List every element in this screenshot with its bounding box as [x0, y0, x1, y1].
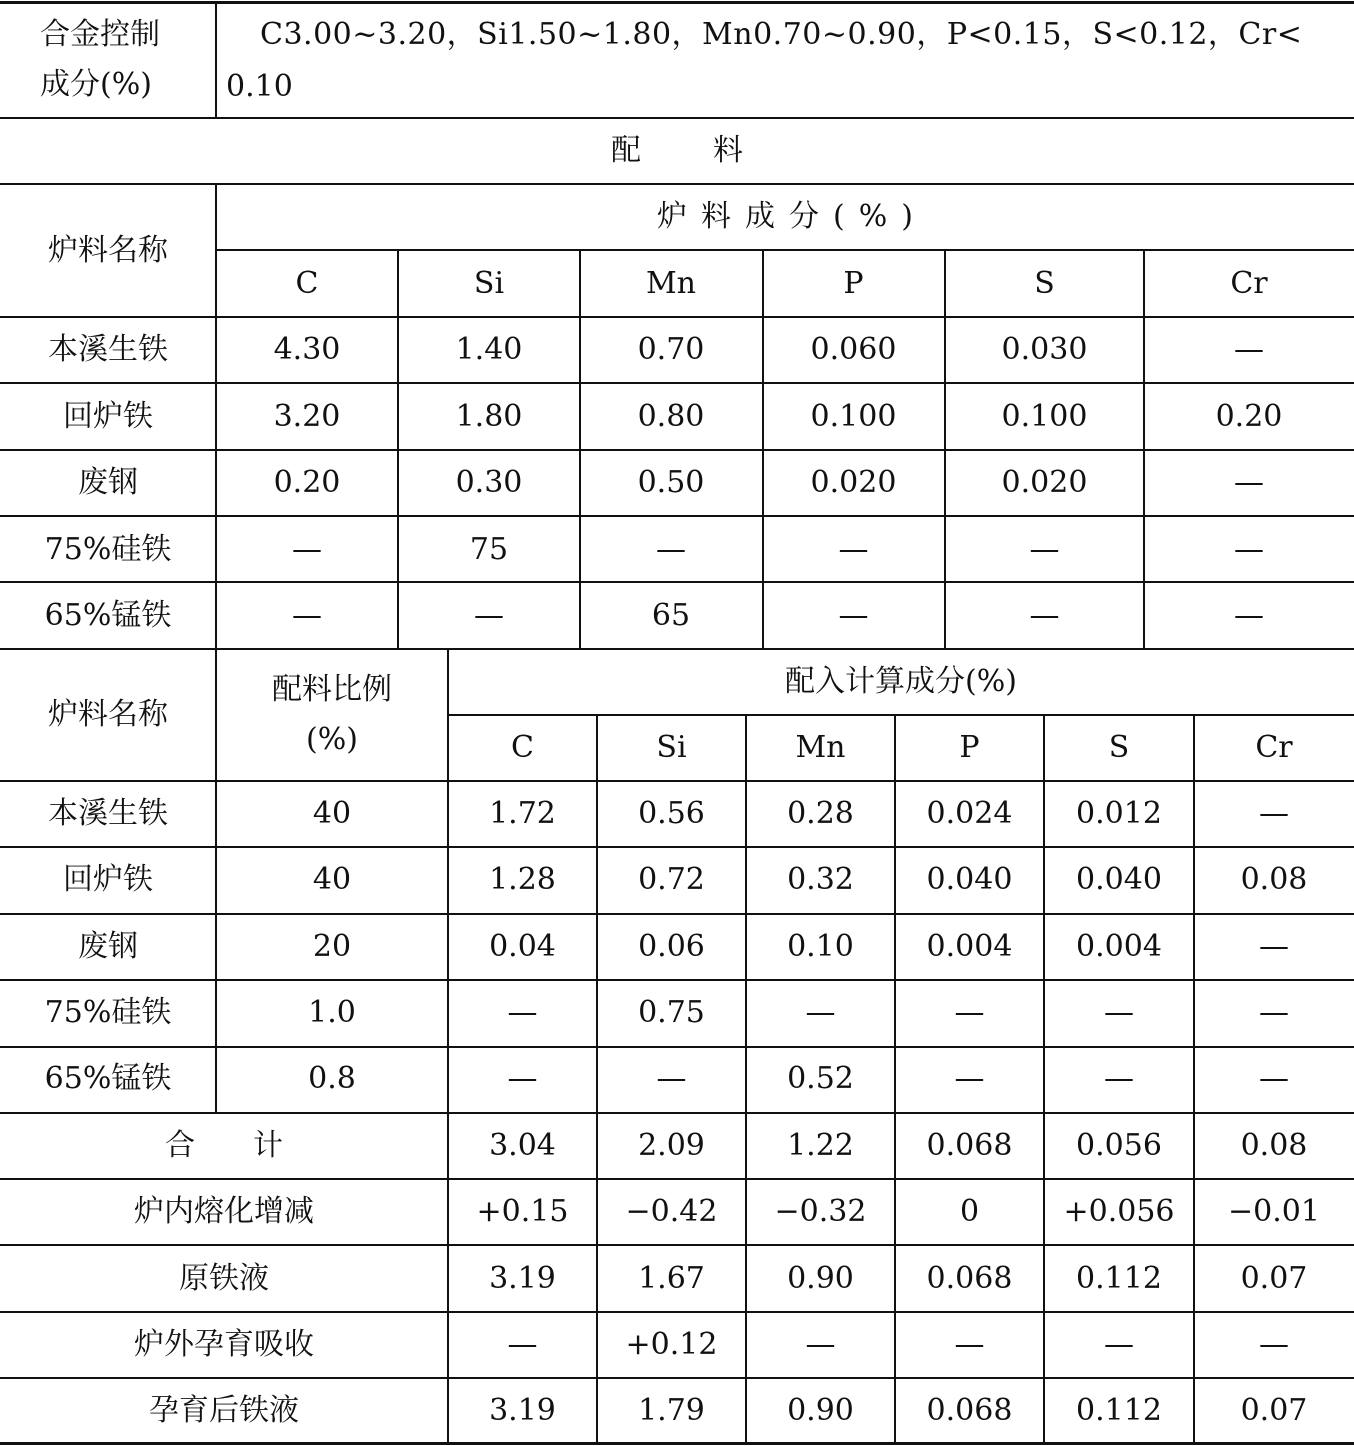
calc-cell: — — [954, 1061, 985, 1097]
charge-cell: 0.020 — [1001, 465, 1088, 501]
summary-row-label: 原铁液 — [179, 1260, 269, 1296]
alloy-label-line1: 合金控制 — [40, 17, 160, 52]
rule-vertical — [215, 183, 217, 648]
calc-row-ratio: 0.8 — [308, 1061, 356, 1097]
rule-vertical — [1193, 714, 1195, 1443]
charge-cell: 75 — [469, 531, 509, 567]
rule-vertical — [397, 249, 399, 648]
summary-cell: 1.22 — [787, 1128, 854, 1163]
rule-horizontal — [0, 1442, 1354, 1445]
charge-cell: 0.50 — [637, 465, 705, 501]
summary-row-name — [0, 1179, 448, 1245]
charge-cell: — — [474, 598, 504, 634]
rule-vertical — [579, 249, 581, 648]
charge-cell: 65 — [651, 598, 691, 634]
charge-cell: 0.100 — [1001, 398, 1088, 434]
calc-row-ratio: 1.0 — [308, 994, 356, 1030]
calc-cell: — — [1104, 994, 1134, 1030]
charge-cell: — — [1234, 332, 1264, 368]
summary-row-label: 合计 — [165, 1128, 341, 1163]
calc-cell: 0.10 — [787, 928, 854, 964]
calc-element-header: C — [511, 730, 534, 765]
calc-element-header: S — [1108, 730, 1130, 765]
charge-cell: 0.020 — [810, 465, 897, 501]
section-title: 配料 — [611, 133, 815, 168]
calc-cell: 0.72 — [638, 862, 705, 898]
charge-cell: — — [292, 598, 322, 634]
calc-cell: 0.32 — [787, 862, 854, 898]
calc-cell: 0.52 — [787, 1061, 854, 1097]
rule-horizontal — [448, 714, 1354, 716]
rule-horizontal — [0, 183, 1354, 185]
calc-cell: — — [1259, 1061, 1289, 1097]
alloy-label-line2: 成分(%) — [40, 67, 152, 102]
calc-element-header: P — [959, 730, 980, 765]
summary-cell: — — [507, 1326, 538, 1362]
calc-cell: 1.72 — [489, 796, 556, 831]
summary-cell: 2.09 — [638, 1128, 705, 1163]
rule-horizontal — [0, 1178, 1354, 1180]
rule-horizontal — [216, 249, 1354, 251]
alloy-spec-line2: 0.10 — [226, 69, 293, 104]
summary-cell: +0.12 — [625, 1326, 718, 1362]
rule-horizontal — [0, 1112, 1354, 1114]
calc-cell: — — [1104, 1061, 1134, 1097]
calc-row-name: 本溪生铁 — [48, 796, 168, 831]
calc-name-header: 炉料名称 — [48, 697, 168, 732]
charge-row-name: 废钢 — [78, 465, 138, 501]
charge-cell: 0.100 — [810, 398, 897, 434]
summary-row-label: 孕育后铁液 — [149, 1393, 299, 1429]
calc-row-ratio: 20 — [312, 928, 352, 964]
summary-cell: 3.19 — [489, 1393, 556, 1429]
charge-element-header: C — [295, 265, 319, 301]
calc-element-header: Mn — [795, 730, 846, 765]
summary-row-name — [0, 1312, 448, 1378]
rule-vertical — [596, 714, 598, 1443]
summary-cell: 0.068 — [926, 1128, 1013, 1163]
rule-horizontal — [0, 515, 1354, 517]
charge-group-header: 炉料成分(%) — [657, 199, 927, 234]
summary-cell: 0.068 — [926, 1393, 1013, 1429]
calc-ratio-line1: 配料比例 — [272, 672, 392, 707]
rule-vertical — [944, 249, 946, 648]
charge-element-header: P — [843, 265, 864, 301]
summary-cell: 1.79 — [638, 1393, 705, 1429]
rule-horizontal — [0, 449, 1354, 451]
rule-vertical — [762, 249, 764, 648]
charge-cell: 1.40 — [455, 332, 523, 368]
calc-cell: — — [954, 994, 985, 1030]
calc-cell: 0.04 — [489, 928, 556, 964]
summary-row-name — [0, 1113, 448, 1179]
calc-cell: 0.56 — [638, 796, 705, 831]
summary-cell: +0.056 — [1063, 1194, 1175, 1230]
rule-horizontal — [0, 648, 1354, 650]
summary-cell: — — [1104, 1326, 1134, 1362]
calc-cell: — — [1259, 994, 1289, 1030]
rule-horizontal — [0, 1377, 1354, 1379]
charge-cell: — — [838, 531, 869, 567]
summary-cell: 0.068 — [926, 1260, 1013, 1296]
rule-vertical — [1143, 249, 1145, 648]
summary-cell: 0.90 — [787, 1260, 854, 1296]
calc-cell: 0.012 — [1076, 796, 1162, 831]
charge-cell: — — [1029, 598, 1060, 634]
charge-cell: 3.20 — [273, 398, 341, 434]
charge-cell: 0.060 — [810, 332, 897, 368]
alloy-control-label — [0, 2, 216, 118]
summary-cell: — — [954, 1326, 985, 1362]
charge-name-header: 炉料名称 — [48, 232, 168, 268]
rule-horizontal — [0, 316, 1354, 318]
summary-cell: −0.32 — [774, 1194, 867, 1230]
calc-row-ratio: 40 — [312, 862, 352, 898]
calc-cell: 1.28 — [489, 862, 556, 898]
charge-cell: 0.80 — [637, 398, 705, 434]
charge-cell: — — [1234, 531, 1264, 567]
summary-cell: 0.112 — [1076, 1393, 1162, 1429]
calc-cell: — — [1259, 928, 1289, 964]
calc-cell: 0.024 — [926, 796, 1013, 831]
calc-cell: 0.040 — [926, 862, 1013, 898]
rule-horizontal — [0, 1, 1354, 4]
charge-cell: 0.70 — [637, 332, 705, 368]
calc-row-name: 75%硅铁 — [44, 994, 172, 1030]
rule-horizontal — [0, 117, 1354, 119]
charge-element-header: S — [1034, 265, 1055, 301]
rule-vertical — [447, 648, 449, 1443]
calc-cell: 0.004 — [926, 928, 1013, 964]
calc-row-name: 65%锰铁 — [44, 1061, 172, 1097]
charge-row-name: 回炉铁 — [63, 398, 153, 434]
calc-cell: 0.08 — [1240, 862, 1308, 898]
calc-ratio-line2: (%) — [306, 722, 358, 757]
rule-vertical — [215, 2, 217, 117]
summary-cell: 0.90 — [787, 1393, 854, 1429]
summary-cell: 0.07 — [1240, 1393, 1308, 1429]
charge-cell: 0.20 — [1215, 398, 1283, 434]
rule-vertical — [215, 648, 217, 1112]
calc-cell: — — [1259, 796, 1289, 831]
charge-cell: 0.20 — [273, 465, 341, 501]
summary-cell: — — [1259, 1326, 1289, 1362]
summary-cell: 0.07 — [1240, 1260, 1308, 1296]
calc-cell: — — [656, 1061, 687, 1097]
calc-cell: 0.28 — [787, 796, 854, 831]
charge-element-header: Mn — [645, 265, 697, 301]
charge-cell: — — [292, 531, 322, 567]
rule-horizontal — [0, 780, 1354, 782]
charge-element-header: Cr — [1230, 265, 1268, 301]
rule-horizontal — [0, 382, 1354, 384]
rule-vertical — [745, 714, 747, 1443]
summary-row-label: 炉外孕育吸收 — [134, 1326, 314, 1362]
summary-row-name — [0, 1378, 448, 1444]
calc-cell: 0.75 — [638, 994, 705, 1030]
calc-row-name: 回炉铁 — [63, 862, 153, 898]
calc-cell: — — [507, 994, 538, 1030]
summary-row-name — [0, 1246, 448, 1312]
summary-cell: −0.01 — [1228, 1194, 1320, 1230]
charge-cell: — — [1234, 465, 1264, 501]
rule-horizontal — [0, 1311, 1354, 1313]
summary-cell: 0.08 — [1240, 1128, 1308, 1163]
charge-cell: — — [838, 598, 869, 634]
charge-row-name: 75%硅铁 — [44, 531, 172, 567]
summary-cell: −0.42 — [625, 1194, 718, 1230]
charge-cell: 4.30 — [273, 332, 341, 368]
charge-cell: 1.80 — [455, 398, 523, 434]
calc-ratio-header — [216, 649, 448, 781]
summary-cell: — — [805, 1326, 836, 1362]
summary-cell: 0.112 — [1076, 1260, 1162, 1296]
charge-element-header: Si — [473, 265, 505, 301]
calc-cell: — — [507, 1061, 538, 1097]
summary-cell: 0.056 — [1076, 1128, 1162, 1163]
rule-horizontal — [0, 1244, 1354, 1246]
charge-row-name: 本溪生铁 — [48, 332, 168, 368]
charge-cell: 0.30 — [455, 465, 523, 501]
summary-row-label: 炉内熔化增减 — [134, 1194, 314, 1230]
rule-horizontal — [0, 581, 1354, 583]
charge-row-name: 65%锰铁 — [44, 598, 172, 634]
summary-cell: 3.19 — [489, 1260, 556, 1296]
calc-element-header: Si — [656, 730, 687, 765]
summary-cell: 3.04 — [489, 1128, 556, 1163]
rule-horizontal — [0, 846, 1354, 848]
alloy-spec-line1: C3.00~3.20，Si1.50~1.80，Mn0.70~0.90，P<0.15，S<0.12，Cr< — [260, 17, 1303, 52]
summary-cell: 0 — [959, 1194, 980, 1230]
calc-cell: 0.004 — [1076, 928, 1162, 964]
calc-group-header: 配入计算成分(%) — [785, 664, 1017, 699]
rule-vertical — [894, 714, 896, 1443]
rule-horizontal — [0, 979, 1354, 981]
summary-cell: 1.67 — [638, 1260, 705, 1296]
rule-horizontal — [0, 913, 1354, 915]
charge-cell: — — [1029, 531, 1060, 567]
rule-horizontal — [0, 1046, 1354, 1048]
charge-cell: — — [656, 531, 686, 567]
calc-cell: 0.040 — [1076, 862, 1162, 898]
calc-cell: 0.06 — [638, 928, 705, 964]
calc-cell: — — [805, 994, 836, 1030]
calc-row-ratio: 40 — [312, 796, 352, 831]
calc-row-name: 废钢 — [78, 928, 138, 964]
summary-cell: +0.15 — [476, 1194, 569, 1230]
rule-vertical — [1043, 714, 1045, 1443]
charge-cell: 0.030 — [1001, 332, 1088, 368]
charge-cell: — — [1234, 598, 1264, 634]
calc-element-header: Cr — [1255, 730, 1293, 765]
